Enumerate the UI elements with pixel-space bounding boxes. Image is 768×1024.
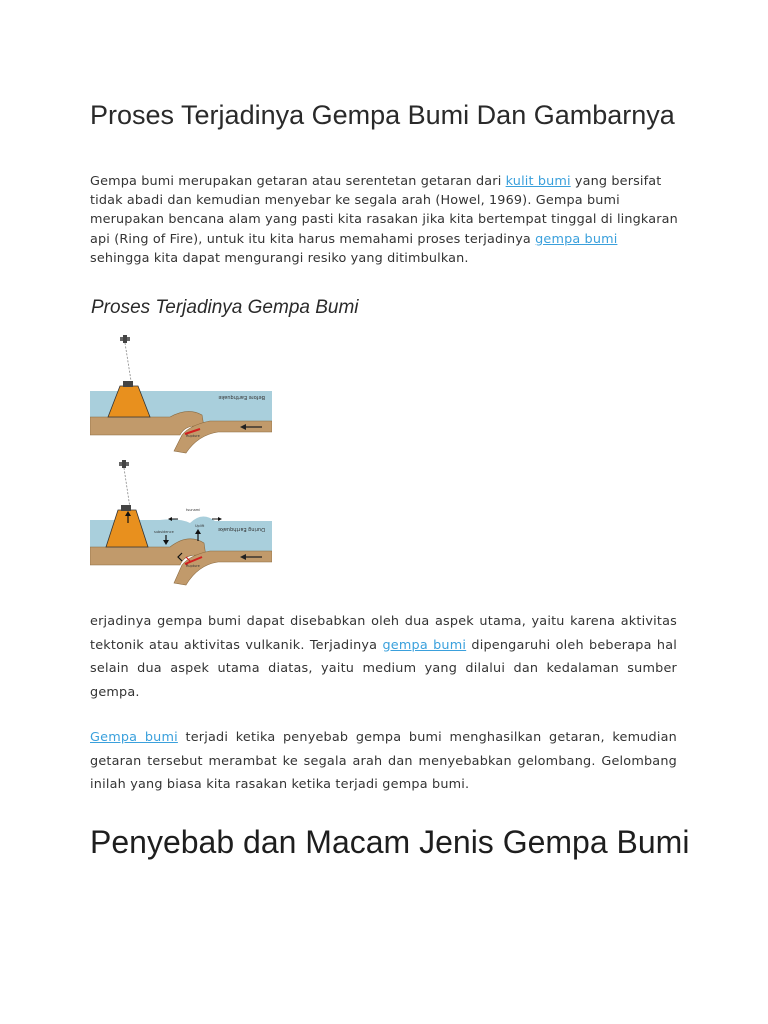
satellite-icon xyxy=(120,335,130,343)
volcano xyxy=(108,386,150,417)
link-kulit-bumi[interactable]: kulit bumi xyxy=(505,174,571,189)
uplift-label: Uplift xyxy=(195,524,205,528)
rupture-label-2: Rupture xyxy=(186,564,200,568)
intro-text-3: sehingga kita dapat mengurangi resiko yang ditimbulkan. xyxy=(90,250,469,266)
para2-text-1: erjadinya gempa bumi dapat disebabkan oleh dua aspek utama, yaitu karena aktivitas tektonik atau aktivitas vulkanik. Terjadinya xyxy=(90,614,677,653)
satellite-icon-2 xyxy=(119,460,129,468)
wave-paragraph xyxy=(90,726,677,797)
during-earthquake-panel xyxy=(90,460,272,585)
link-gempa-bumi-intro[interactable]: gempa bumi xyxy=(535,231,618,247)
article-title: Proses Terjadinya Gempa Bumi Dan Gambarnya xyxy=(90,100,675,130)
earthquake-process-figure xyxy=(90,335,272,593)
tsunami-label: tsunami xyxy=(186,508,201,512)
before-label: Before Earthquake xyxy=(218,394,265,400)
during-label: During Earthquake xyxy=(217,526,265,532)
aspects-paragraph xyxy=(90,610,677,704)
intro-text-2: yang bersifat tidak abadi dan kemudian menyebar ke segala arah (Howel, 1969). Gempa bumi merupakan bencana alam yang pasti kita rasakan jika kita bertempat tinggal di lingkaran api (Ring of Fire), untuk itu kita harus memahami proses terjadinya xyxy=(90,174,678,247)
para2-text-2: dipengaruhi oleh beberapa hal selain dua aspek utama diatas, yaitu medium yang dilalui dan kedalaman sumber gempa. xyxy=(90,637,678,700)
section-subheading: Proses Terjadinya Gempa Bumi xyxy=(91,297,359,318)
intro-text-1: Gempa bumi merupakan getaran atau serentetan getaran dari xyxy=(90,174,506,189)
subsidence-label: subsidence xyxy=(154,530,174,534)
section-heading-2: Penyebab dan Macam Jenis Gempa Bumi xyxy=(90,824,690,860)
link-gempa-bumi-3[interactable]: Gempa bumi xyxy=(90,730,178,745)
before-earthquake-panel xyxy=(90,335,272,453)
rupture-label-1: Rupture xyxy=(186,434,200,438)
para3-text-1: terjadi ketika penyebab gempa bumi menghasilkan getaran, kemudian getaran tersebut merambat ke segala arah dan menyebabkan gelombang. Gelombang inilah yang biasa kita rasakan ketika terjadi gempa bumi. xyxy=(90,730,677,792)
link-gempa-bumi-2[interactable]: gempa bumi xyxy=(382,637,467,653)
intro-paragraph xyxy=(90,172,680,268)
